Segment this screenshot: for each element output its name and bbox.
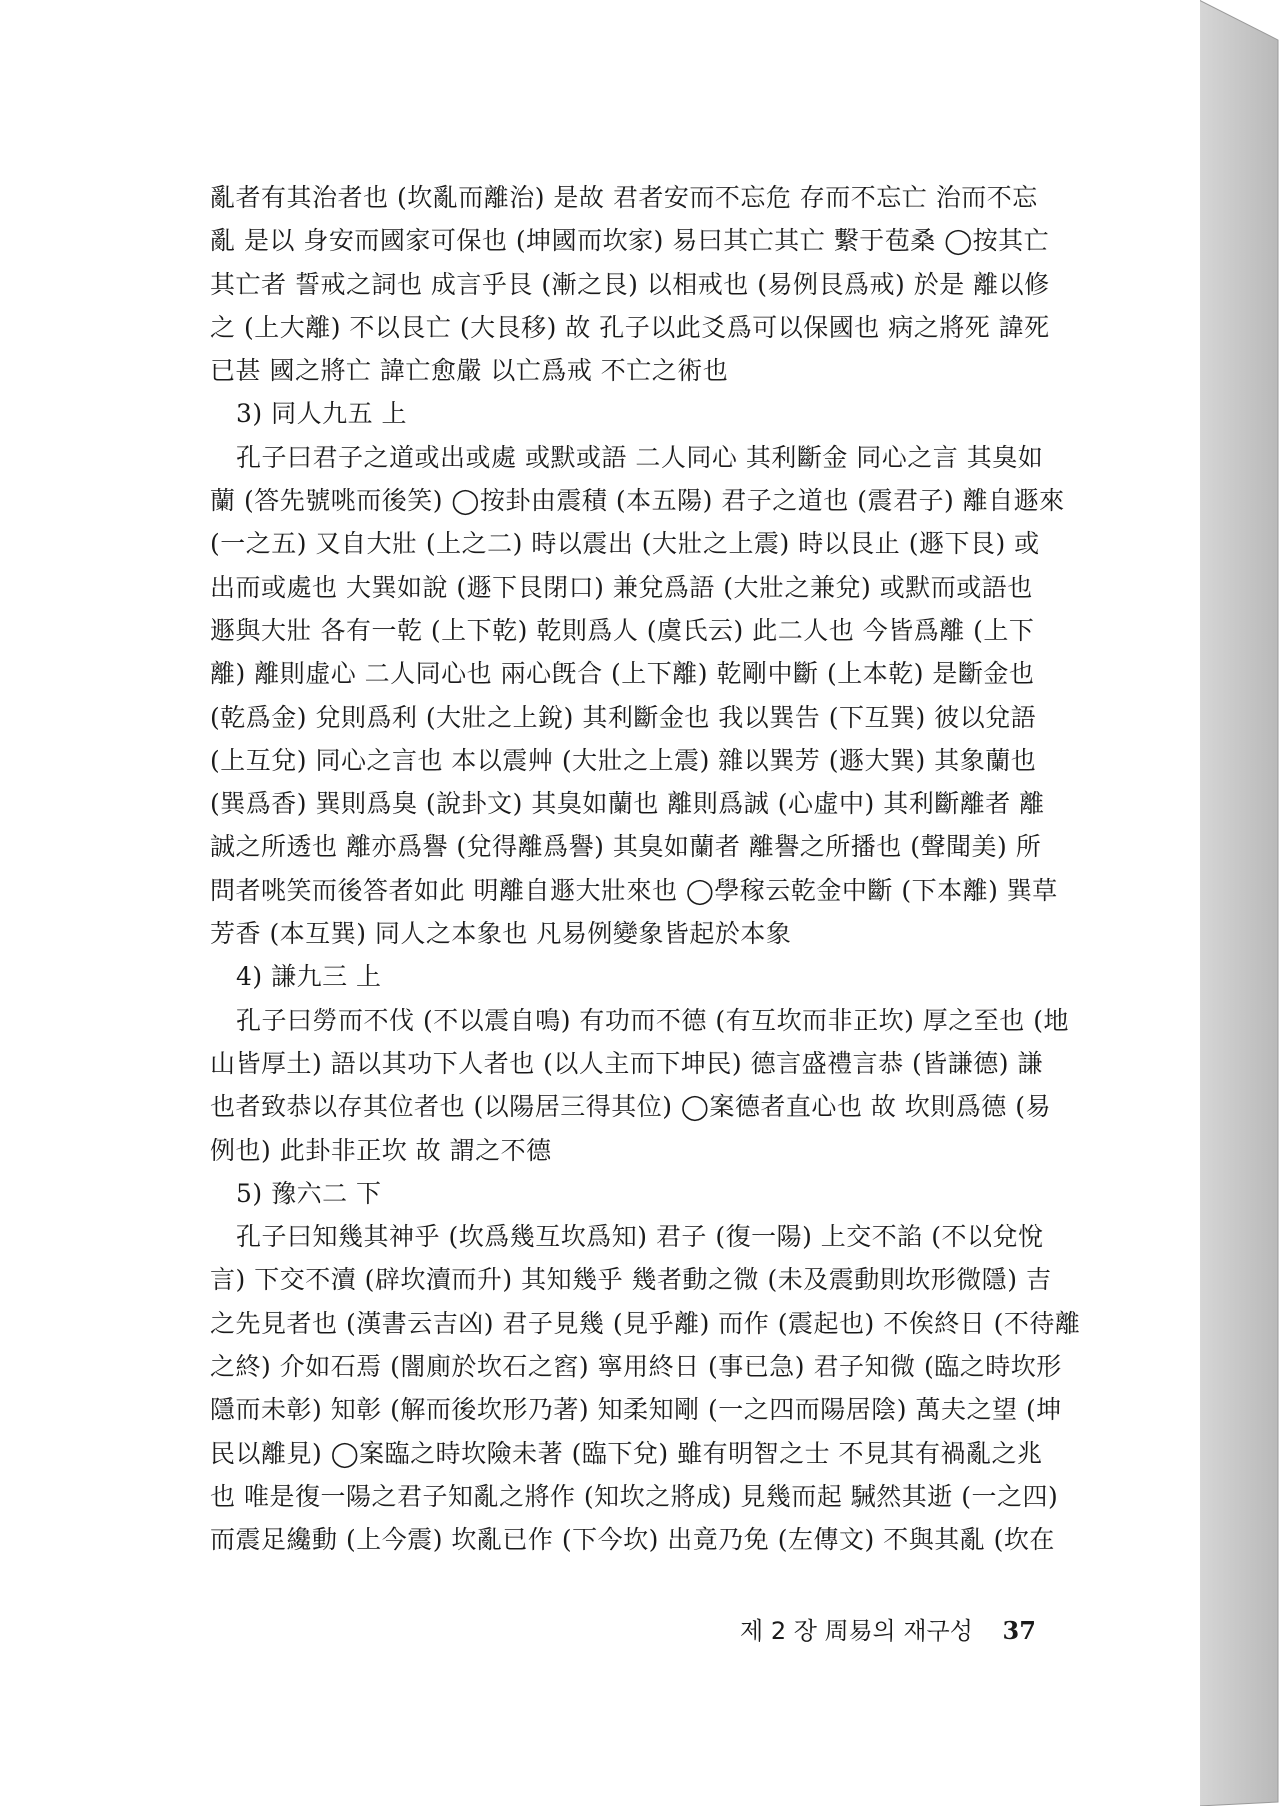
section-heading: 3) 同人九五 上 — [236, 399, 408, 429]
text-line: 遯與大壯 各有一乾 (上下乾) 乾則爲人 (虞氏云) 此二人也 今皆爲離 (上下 — [210, 615, 1035, 645]
text-line: 孔子曰君子之道或出或處 或默或語 二人同心 其利斷金 同心之言 其臭如 — [236, 442, 1044, 472]
text-line: 而震足纔動 (上今震) 坎亂已作 (下今坎) 出竟乃免 (左傳文) 不與其亂 (坎在 — [210, 1525, 1055, 1555]
text-line: 之先見者也 (漢書云吉凶) 君子見幾 (見乎離) 而作 (震起也) 不俟終日 (不待離 — [210, 1308, 1080, 1338]
text-line: (巽爲香) 巽則爲臭 (說卦文) 其臭如蘭也 離則爲誠 (心虛中) 其利斷離者 離 — [210, 789, 1045, 819]
text-line: 民以離見) ◯案臨之時坎險未著 (臨下兌) 雖有明智之士 不見其有禍亂之兆 — [210, 1438, 1043, 1468]
text-line: 孔子曰知幾其神乎 (坎爲幾互坎爲知) 君子 (復一陽) 上交不諂 (不以兌悅 — [236, 1222, 1044, 1252]
text-line: 孔子曰勞而不伐 (不以震自鳴) 有功而不德 (有互坎而非正坎) 厚之至也 (地 — [236, 1005, 1070, 1035]
page-footer — [740, 1611, 1060, 1651]
text-line: 芳香 (本互巽) 同人之本象也 凡易例變象皆起於本象 — [210, 919, 792, 949]
text-line: 也者致恭以存其位者也 (以陽居三得其位) ◯案德者直心也 故 坎則爲德 (易 — [210, 1092, 1051, 1122]
text-line: (上互兌) 同心之言也 本以震艸 (大壯之上震) 雜以巽芳 (遯大巽) 其象蘭也 — [210, 745, 1037, 775]
text-line: 蘭 (答先號咷而後笑) ◯按卦由震積 (本五陽) 君子之道也 (震君子) 離自遯來 — [210, 486, 1065, 516]
text-line: 言) 下交不瀆 (辟坎瀆而升) 其知幾乎 幾者動之微 (未及震動則坎形微隱) 吉 — [210, 1265, 1052, 1295]
chapter-title: 제 2 장 周易의 재구성 — [740, 1617, 973, 1645]
text-line: 其亡者 誓戒之詞也 成言乎艮 (漸之艮) 以相戒也 (易例艮爲戒) 於是 離以修 — [210, 269, 1050, 299]
text-line: 已甚 國之將亡 諱亡愈嚴 以亡爲戒 不亡之術也 — [210, 356, 729, 386]
text-line: 也 唯是復一陽之君子知亂之將作 (知坎之將成) 見幾而起 駴然其逝 (一之四) — [210, 1481, 1059, 1511]
text-line: 之終) 介如石焉 (闇廁於坎石之窞) 寧用終日 (事已急) 君子知微 (臨之時坎形 — [210, 1352, 1062, 1382]
text-line: (乾爲金) 兌則爲利 (大壯之上銳) 其利斷金也 我以巽告 (下互巽) 彼以兌語 — [210, 702, 1037, 732]
text-line: 亂者有其治者也 (坎亂而離治) 是故 君者安而不忘危 存而不忘亡 治而不忘 — [210, 183, 1038, 212]
text-line: 亂 是以 身安而國家可保也 (坤國而坎家) 易曰其亡其亡 繫于苞桑 ◯按其亡 — [210, 226, 1050, 256]
body-text — [210, 176, 1080, 1562]
text-line: 山皆厚土) 語以其功下人者也 (以人主而下坤民) 德言盛禮言恭 (皆謙德) 謙 — [210, 1048, 1044, 1078]
text-line: 出而或處也 大巽如說 (遯下艮閉口) 兼兌爲語 (大壯之兼兌) 或默而或語也 — [210, 572, 1033, 602]
section-heading: 4) 謙九三 上 — [236, 962, 382, 992]
text-line: 離) 離則虛心 二人同心也 兩心旣合 (上下離) 乾剛中斷 (上本乾) 是斷金也 — [210, 659, 1035, 689]
page-number: 37 — [1002, 1616, 1036, 1645]
text-line: 隱而未彰) 知彰 (解而後坎形乃著) 知柔知剛 (一之四而陽居陰) 萬夫之望 (坤 — [210, 1395, 1062, 1425]
text-line: (一之五) 又自大壯 (上之二) 時以震出 (大壯之上震) 時以艮止 (遯下艮) 或 — [210, 529, 1040, 559]
text-line: 誠之所透也 離亦爲譽 (兌得離爲譽) 其臭如蘭者 離譽之所播也 (聲聞美) 所 — [210, 832, 1042, 862]
text-line: 之 (上大離) 不以艮亡 (大艮移) 故 孔子以此爻爲可以保國也 病之將死 諱死 — [210, 312, 1050, 342]
text-line: 例也) 此卦非正坎 故 謂之不德 — [210, 1135, 552, 1165]
text-line: 問者咷笑而後答者如此 明離自遯大壯來也 ◯學稼云乾金中斷 (下本離) 巽草 — [210, 875, 1058, 905]
section-heading: 5) 豫六二 下 — [236, 1178, 382, 1208]
